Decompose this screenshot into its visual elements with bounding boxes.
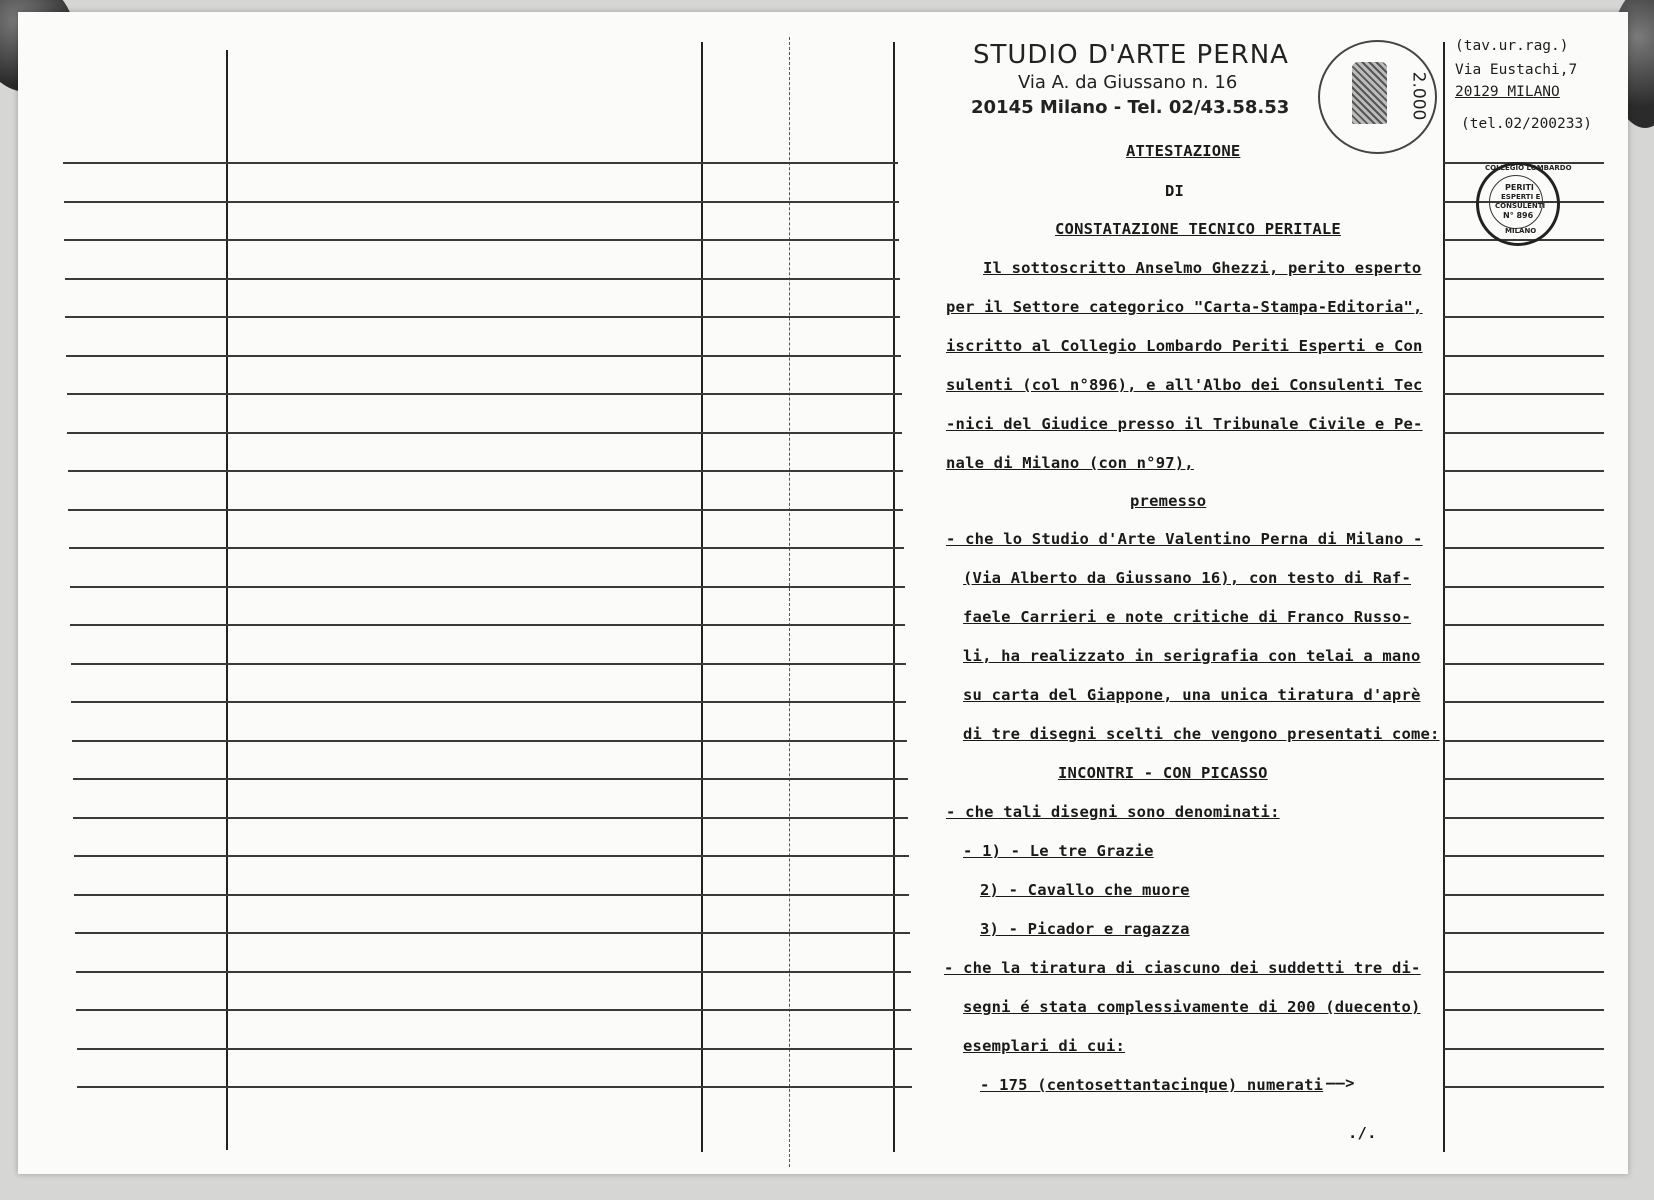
title-di: DI — [1165, 182, 1185, 200]
ruled-line — [1444, 894, 1604, 896]
ruled-line — [70, 624, 905, 626]
ruled-line — [1444, 278, 1604, 280]
ruled-line — [73, 778, 908, 780]
ruled-line — [66, 355, 901, 357]
body-line: - che la tiratura di ciascuno dei suddetti tre di- — [944, 959, 1421, 977]
body-line: iscritto al Collegio Lombardo Periti Esperti e Con — [946, 337, 1423, 355]
ruled-line — [67, 393, 902, 395]
seal-text-consulenti: CONSULENTI — [1495, 202, 1546, 210]
body-line: per il Settore categorico "Carta-Stampa-Editoria", — [946, 298, 1423, 316]
page-continuation-mark: ./. — [1348, 1124, 1377, 1142]
ruled-line — [75, 932, 910, 934]
body-line: sulenti (col n°896), e all'Albo dei Consulenti Tec — [946, 376, 1423, 394]
ruled-line — [65, 316, 900, 318]
ruled-line — [1444, 547, 1604, 549]
ruled-line — [68, 509, 903, 511]
studio-name: STUDIO D'ARTE PERNA — [973, 40, 1289, 70]
ruled-line — [74, 894, 909, 896]
column-rule-1 — [226, 50, 228, 1150]
college-seal — [1476, 162, 1572, 246]
ruled-line — [1444, 586, 1604, 588]
body-line: segni é stata complessivamente di 200 (duecento) — [963, 998, 1421, 1016]
stamp-figure-icon — [1352, 62, 1387, 124]
body-line: su carta del Giappone, una unica tiratura d'aprè — [963, 686, 1421, 704]
fold-line — [789, 37, 791, 1167]
studio-address: Via A. da Giussano n. 16 — [1018, 72, 1238, 93]
body-line: - che lo Studio d'Arte Valentino Perna di Milano - — [946, 530, 1423, 548]
right-header-line-2: Via Eustachi,7 — [1455, 62, 1578, 78]
list-item: - 1) - Le tre Grazie — [963, 842, 1154, 860]
seal-text-number: N° 896 — [1503, 211, 1534, 220]
ruled-line — [77, 1048, 912, 1050]
ruled-line — [73, 817, 908, 819]
ruled-line — [71, 701, 906, 703]
ruled-line — [1444, 316, 1604, 318]
list-item: 2) - Cavallo che muore — [980, 881, 1190, 899]
ruled-line — [1444, 740, 1604, 742]
ruled-line — [1444, 1086, 1604, 1088]
body-line: esemplari di cui: — [963, 1037, 1126, 1055]
body-line: li, ha realizzato in serigrafia con telai a mano — [963, 647, 1421, 665]
ruled-line — [64, 239, 899, 241]
column-rule-4 — [1443, 42, 1445, 1152]
series-title: INCONTRI - CON PICASSO — [1058, 764, 1268, 782]
ruled-line — [1444, 509, 1604, 511]
ruled-line — [76, 1009, 911, 1011]
seal-text-bottom: MILANO — [1505, 227, 1537, 235]
body-line: - 175 (centosettantacinque) numerati — [980, 1076, 1324, 1094]
ruled-line — [67, 432, 902, 434]
seal-text-top: COLLEGIO LOMBARDO — [1485, 164, 1572, 172]
ruled-line — [1444, 971, 1604, 973]
ruled-line — [1444, 432, 1604, 434]
title-attestazione: ATTESTAZIONE — [1126, 142, 1241, 160]
ruled-line — [69, 547, 904, 549]
right-header-line-4: (tel.02/200233) — [1461, 116, 1592, 132]
ruled-line — [1444, 1009, 1604, 1011]
ruled-line — [65, 278, 900, 280]
ruled-line — [1444, 701, 1604, 703]
ruled-line — [1444, 817, 1604, 819]
ruled-line — [1444, 393, 1604, 395]
body-line: Il sottoscritto Anselmo Ghezzi, perito esperto — [983, 259, 1422, 277]
right-header-line-1: (tav.ur.rag.) — [1455, 38, 1569, 54]
body-line: -nici del Giudice presso il Tribunale Civile e Pe- — [946, 415, 1423, 433]
continuation-arrow: ——> — [1326, 1074, 1355, 1092]
seal-text-periti: PERITI — [1505, 183, 1534, 192]
ruled-line — [1444, 932, 1604, 934]
ruled-line — [63, 162, 898, 164]
ruled-line — [1444, 778, 1604, 780]
right-header-line-3: 20129 MILANO — [1455, 84, 1560, 100]
tax-stamp — [1318, 40, 1437, 154]
body-line: nale di Milano (con n°97), — [946, 454, 1194, 472]
premesso-heading: premesso — [1130, 492, 1207, 510]
column-rule-2 — [701, 42, 703, 1152]
ruled-line — [1444, 470, 1604, 472]
seal-text-esperti: ESPERTI E — [1501, 193, 1541, 201]
ruled-line — [1444, 663, 1604, 665]
body-line: - che tali disegni sono denominati: — [946, 803, 1280, 821]
column-rule-3 — [893, 42, 895, 1152]
ruled-line — [1444, 355, 1604, 357]
ruled-line — [1444, 855, 1604, 857]
ruled-line — [77, 1086, 912, 1088]
ruled-line — [68, 470, 903, 472]
ruled-line — [71, 663, 906, 665]
body-line: faele Carrieri e note critiche di Franco Russo- — [963, 608, 1411, 626]
body-line: (Via Alberto da Giussano 16), con testo di Raf- — [963, 569, 1411, 587]
list-item: 3) - Picador e ragazza — [980, 920, 1190, 938]
studio-city-phone: 20145 Milano - Tel. 02/43.58.53 — [971, 97, 1290, 118]
ruled-line — [70, 586, 905, 588]
ruled-line — [1444, 1048, 1604, 1050]
ruled-line — [1444, 624, 1604, 626]
body-line: di tre disegni scelti che vengono presentati come: — [963, 725, 1440, 743]
ruled-line — [64, 201, 899, 203]
title-constatazione: CONSTATAZIONE TECNICO PERITALE — [1055, 220, 1341, 238]
ruled-line — [76, 971, 911, 973]
stamp-value: 2.000 — [1408, 71, 1429, 121]
document-page — [18, 12, 1628, 1174]
ruled-line — [74, 855, 909, 857]
ruled-line — [72, 740, 907, 742]
